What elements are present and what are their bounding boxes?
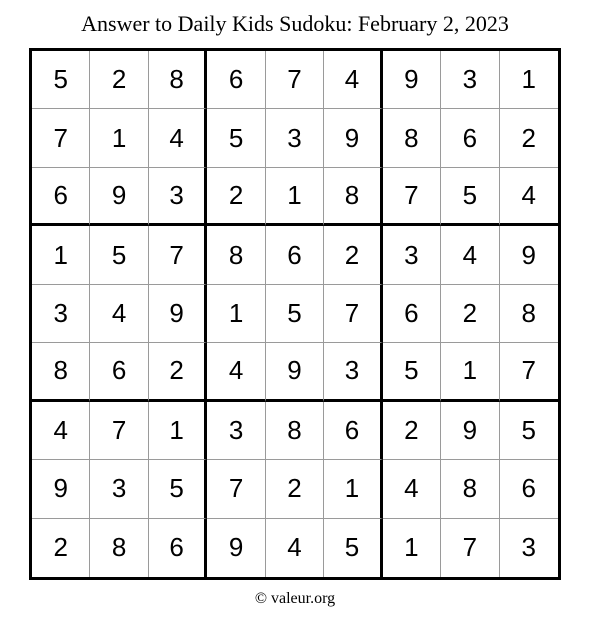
- sudoku-cell: 7: [266, 51, 324, 109]
- sudoku-cell: 4: [383, 460, 441, 518]
- sudoku-cell: 6: [441, 109, 499, 167]
- sudoku-cell: 2: [207, 168, 265, 226]
- sudoku-cell: 9: [500, 226, 558, 284]
- sudoku-cell: 1: [324, 460, 382, 518]
- sudoku-cell: 8: [441, 460, 499, 518]
- sudoku-board: [29, 48, 561, 580]
- copyright-footer: © valeur.org: [254, 590, 336, 607]
- sudoku-cell: 9: [266, 343, 324, 401]
- sudoku-cell: 6: [207, 51, 265, 109]
- sudoku-cell: 5: [207, 109, 265, 167]
- sudoku-cell: 5: [500, 402, 558, 460]
- sudoku-cell: 5: [32, 51, 90, 109]
- sudoku-cell: 5: [149, 460, 207, 518]
- sudoku-cell: 4: [32, 402, 90, 460]
- sudoku-cell: 6: [90, 343, 148, 401]
- sudoku-cell: 7: [383, 168, 441, 226]
- sudoku-cell: 8: [266, 402, 324, 460]
- sudoku-cell: 1: [149, 402, 207, 460]
- sudoku-cell: 8: [207, 226, 265, 284]
- sudoku-cell: 1: [32, 226, 90, 284]
- sudoku-cell: 7: [500, 343, 558, 401]
- sudoku-cell: 5: [266, 285, 324, 343]
- sudoku-cell: 4: [90, 285, 148, 343]
- sudoku-cell: 7: [149, 226, 207, 284]
- sudoku-cell: 5: [441, 168, 499, 226]
- sudoku-cell: 2: [32, 519, 90, 577]
- sudoku-cell: 2: [383, 402, 441, 460]
- sudoku-cell: 8: [32, 343, 90, 401]
- sudoku-cell: 3: [207, 402, 265, 460]
- sudoku-cell: 3: [266, 109, 324, 167]
- sudoku-cell: 4: [266, 519, 324, 577]
- sudoku-cell: 4: [441, 226, 499, 284]
- sudoku-cell: 4: [324, 51, 382, 109]
- sudoku-cell: 9: [441, 402, 499, 460]
- sudoku-cell: 6: [500, 460, 558, 518]
- sudoku-cell: 8: [324, 168, 382, 226]
- sudoku-cell: 8: [500, 285, 558, 343]
- sudoku-cell: 7: [207, 460, 265, 518]
- sudoku-cell: 3: [383, 226, 441, 284]
- sudoku-cell: 3: [149, 168, 207, 226]
- sudoku-cell: 7: [32, 109, 90, 167]
- sudoku-cell: 8: [383, 109, 441, 167]
- sudoku-cell: 9: [207, 519, 265, 577]
- sudoku-cell: 3: [32, 285, 90, 343]
- sudoku-cell: 4: [149, 109, 207, 167]
- sudoku-cell: 2: [149, 343, 207, 401]
- sudoku-cell: 9: [90, 168, 148, 226]
- sudoku-cell: 1: [383, 519, 441, 577]
- sudoku-cell: 2: [90, 51, 148, 109]
- sudoku-cell: 2: [324, 226, 382, 284]
- sudoku-cell: 5: [90, 226, 148, 284]
- sudoku-cell: 5: [324, 519, 382, 577]
- sudoku-cell: 6: [32, 168, 90, 226]
- sudoku-cell: 2: [500, 109, 558, 167]
- sudoku-cell: 9: [324, 109, 382, 167]
- sudoku-cell: 6: [324, 402, 382, 460]
- sudoku-cell: 3: [521, 532, 536, 563]
- sudoku-cell: 3: [90, 460, 148, 518]
- sudoku-cell: 7: [90, 402, 148, 460]
- sudoku-cell: 1: [90, 109, 148, 167]
- sudoku-cell: 6: [383, 285, 441, 343]
- sudoku-cell: 4: [207, 343, 265, 401]
- sudoku-cell: 7: [324, 285, 382, 343]
- sudoku-cell: 1: [266, 168, 324, 226]
- sudoku-cell: 4: [500, 168, 558, 226]
- sudoku-cell: 5: [383, 343, 441, 401]
- sudoku-cell: 6: [266, 226, 324, 284]
- sudoku-cell: 7: [441, 519, 499, 577]
- sudoku-cell: 1: [441, 343, 499, 401]
- sudoku-cell: 1: [207, 285, 265, 343]
- sudoku-cell: 2: [441, 285, 499, 343]
- sudoku-cell: 3: [324, 343, 382, 401]
- sudoku-cell: 9: [32, 460, 90, 518]
- sudoku-cell: 9: [383, 51, 441, 109]
- sudoku-cell: 8: [149, 51, 207, 109]
- sudoku-cell: 2: [266, 460, 324, 518]
- sudoku-cell: 6: [149, 519, 207, 577]
- sudoku-cell: 9: [149, 285, 207, 343]
- sudoku-cell: 3: [441, 51, 499, 109]
- sudoku-cell: 8: [90, 519, 148, 577]
- page-title: Answer to Daily Kids Sudoku: February 2, 2023: [81, 11, 509, 36]
- sudoku-cell: 1: [500, 51, 558, 109]
